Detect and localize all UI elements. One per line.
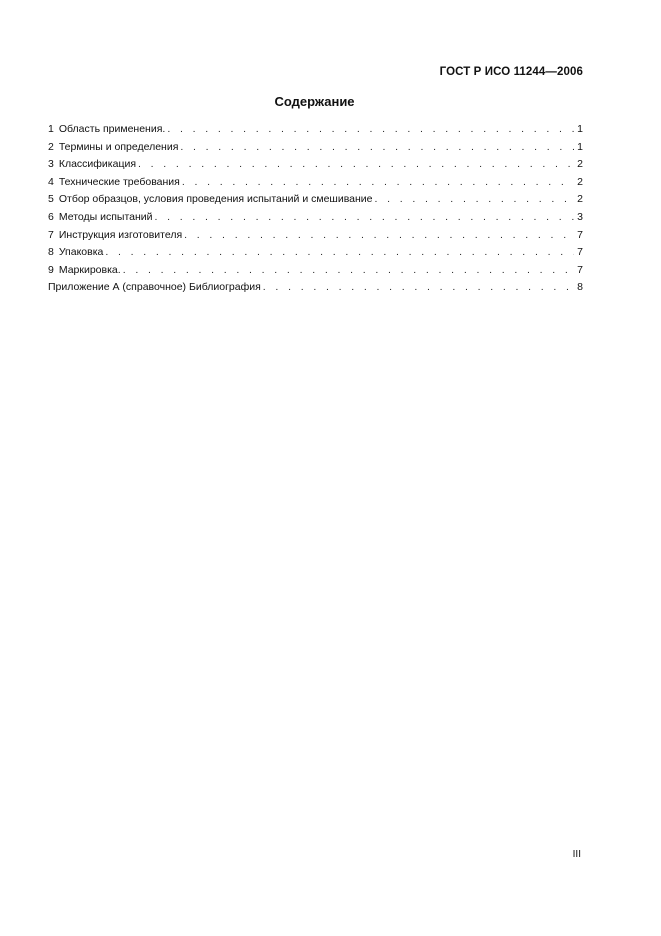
document-code: ГОСТ Р ИСО 11244—2006: [439, 66, 583, 78]
toc-entry-manufacturer-instructions[interactable]: [48, 227, 583, 245]
toc-entry-test-methods[interactable]: [48, 209, 583, 227]
toc-entry-page: 3: [577, 210, 583, 223]
toc-entry-number: 8: [48, 246, 54, 259]
toc-entry-title: Упаковка: [58, 246, 104, 259]
toc-entry-requirements[interactable]: [48, 174, 583, 192]
toc-entry-title: Приложение А (справочное) Библиография: [48, 281, 261, 294]
toc-list: [48, 121, 583, 297]
toc-entry-marking[interactable]: [48, 262, 583, 280]
toc-entry-number: 7: [48, 228, 54, 241]
toc-leader-dots: [155, 209, 575, 227]
toc-entry-packaging[interactable]: [48, 244, 583, 262]
toc-title: Содержание: [274, 94, 355, 109]
toc-entry-page: 7: [577, 246, 583, 259]
toc-entry-page: 2: [577, 175, 583, 188]
toc-entry-classification[interactable]: [48, 156, 583, 174]
toc-entry-number: 6: [48, 210, 54, 223]
toc-entry-number: 2: [48, 140, 54, 153]
toc-entry-appendix-bibliography[interactable]: [48, 279, 583, 297]
toc-entry-page: 7: [577, 228, 583, 241]
toc-entry-number: 9: [48, 263, 54, 276]
toc-leader-dots: [138, 156, 574, 174]
toc-entry-number: 5: [48, 193, 54, 206]
toc-entry-title: Инструкция изготовителя: [58, 228, 183, 241]
toc-leader-dots: [167, 121, 574, 139]
toc-entry-title: Классификация: [58, 158, 137, 171]
toc-entry-page: 8: [577, 281, 583, 294]
toc-entry-number: 1: [48, 123, 54, 135]
toc-entry-page: 1: [577, 140, 583, 153]
toc-leader-dots: [105, 244, 574, 262]
toc-entry-number: 4: [48, 175, 54, 188]
toc-entry-number: 3: [48, 158, 54, 171]
toc-entry-title: Термины и определения: [58, 140, 179, 153]
toc-leader-dots: [180, 139, 574, 157]
toc-entry-title: Методы испытаний: [58, 210, 153, 223]
toc-entry-terms[interactable]: [48, 139, 583, 157]
toc-leader-dots: [123, 262, 574, 280]
toc-leader-dots: [375, 191, 575, 209]
toc-entry-title: Отбор образцов, условия проведения испытаний и смешивание: [58, 193, 373, 206]
toc-entry-page: 1: [577, 123, 583, 135]
toc-entry-sampling[interactable]: [48, 191, 583, 209]
page-number: III: [572, 849, 581, 860]
toc-entry-title: Область применения.: [58, 123, 166, 135]
toc-leader-dots: [263, 279, 574, 297]
toc-entry-scope[interactable]: [48, 121, 583, 139]
toc-entry-page: 2: [577, 193, 583, 206]
toc-leader-dots: [184, 227, 574, 245]
toc-entry-title: Технические требования: [58, 175, 180, 188]
toc-entry-title: Маркировка.: [58, 263, 121, 276]
toc-entry-page: 2: [577, 158, 583, 171]
toc-leader-dots: [182, 174, 574, 192]
toc-entry-page: 7: [577, 263, 583, 276]
